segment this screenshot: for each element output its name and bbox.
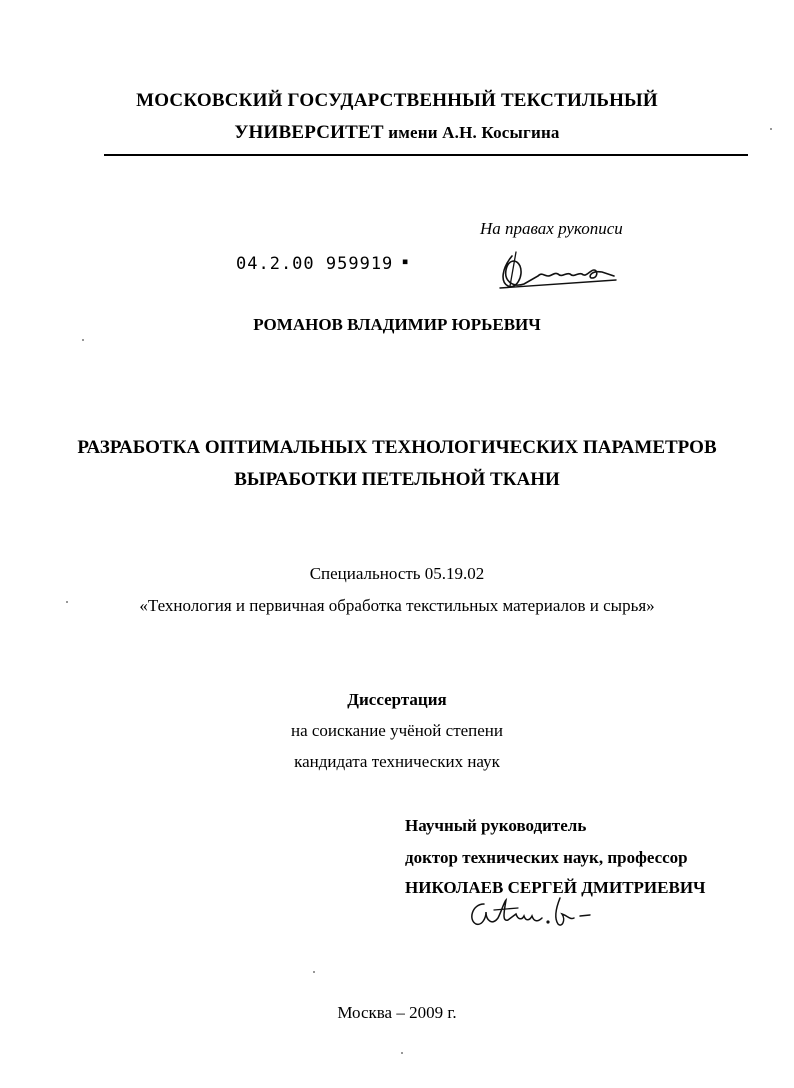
dissertation-degree-line2: кандидата технических наук (294, 752, 500, 771)
scan-speck (770, 128, 772, 130)
author-signature (494, 246, 624, 294)
specialty-code: Специальность 05.19.02 (309, 564, 485, 583)
scan-speck (82, 339, 84, 341)
header-divider (104, 154, 748, 156)
city-year: Москва – 2009 г. (337, 1003, 457, 1022)
supervisor-degree: доктор технических наук, профессор (405, 848, 688, 867)
scan-speck (313, 971, 315, 973)
specialty-name: «Технология и первичная обработка текстильных материалов и сырья» (139, 596, 655, 615)
supervisor-role: Научный руководитель (405, 816, 587, 835)
dissertation-heading: Диссертация (347, 690, 447, 709)
scan-speck (401, 1052, 403, 1054)
title-line2: ВЫРАБОТКИ ПЕТЕЛЬНОЙ ТКАНИ (234, 469, 560, 490)
dissertation-degree-line1: на соискание учёной степени (290, 721, 504, 740)
university-name-line1: МОСКОВСКИЙ ГОСУДАРСТВЕННЫЙ ТЕКСТИЛЬНЫЙ (136, 90, 658, 111)
university-word: УНИВЕРСИТЕТ (234, 122, 384, 143)
supervisor-name: НИКОЛАЕВ СЕРГЕЙ ДМИТРИЕВИЧ (405, 878, 706, 897)
title-line1: РАЗРАБОТКА ОПТИМАЛЬНЫХ ТЕХНОЛОГИЧЕСКИХ ПАРАМЕТРОВ (77, 437, 717, 458)
university-name-line2 (0, 122, 794, 144)
university-named-after: имени А.Н. Косыгина (383, 123, 560, 142)
author-name: РОМАНОВ ВЛАДИМИР ЮРЬЕВИЧ (253, 315, 541, 334)
scan-speck (66, 601, 68, 603)
registration-number: 04.2.00 959919 ▪ (236, 254, 410, 274)
supervisor-signature (462, 890, 592, 940)
rights-note: На правах рукописи (480, 219, 623, 238)
